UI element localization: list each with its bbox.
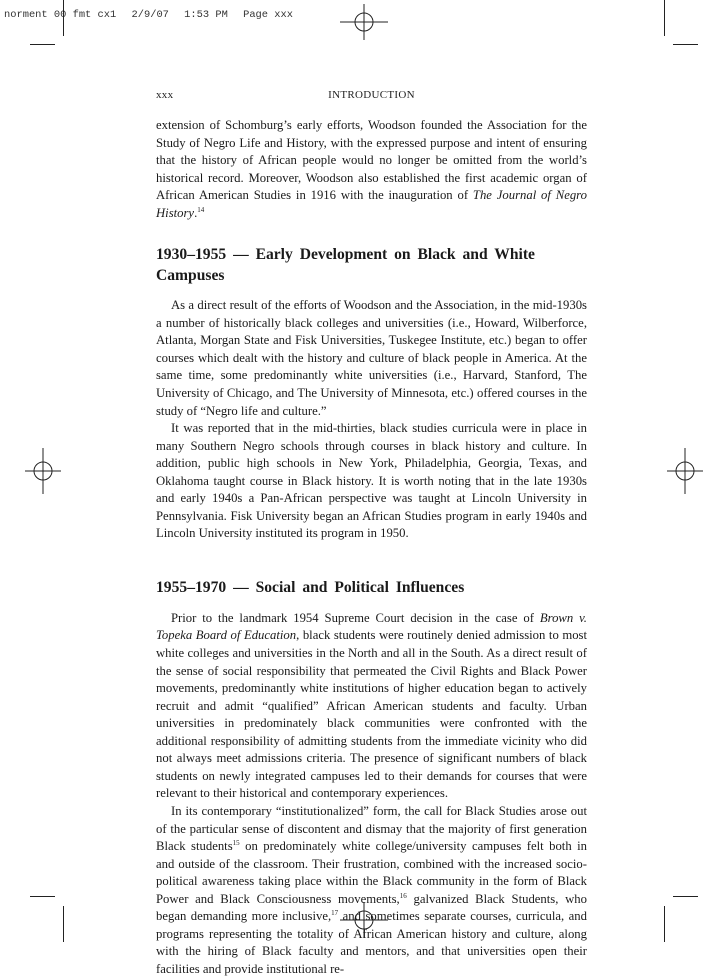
text-run: on predominately white college/university campuses felt both in and outside of the classroom. Their frustration, combined with the increased socio-political awareness taking place within the Black community in the form of Black Power and Black Consciousness movements, <box>156 839 587 906</box>
text-run: galvanized Black Students, who began demanding more inclusive, <box>156 891 587 924</box>
registration-mark-right <box>667 448 703 494</box>
slug-time: 1:53 PM <box>184 9 228 21</box>
text-run: , black students were routinely denied admission to most white colleges and universities in the North and all in the South. As a direct result of the sense of social responsibility that permeated the Civil Rights and Black Power movements, predominantly white institutions of higher education began to actively recruit and admit “qualified” African American students and faculty. Urban universities in predominately black communities were confronted with the additional responsibility of admitting students from the immediate vicinity who did not always meet admissions criteria. The presence of significant numbers of black students on newly integrated campuses led to their demands for courses that were relevant to their historical and contemporary experiences. <box>156 628 588 801</box>
running-head-title: INTRODUCTION <box>328 89 415 101</box>
text-run: In its contemporary “institutionalized” form, the call for Black Studies arose out of the particular sense of discontent and dismay that the majority of first generation Black students <box>156 803 587 854</box>
footnote-ref-16: 16 <box>399 891 407 900</box>
page-folio: xxx <box>156 89 174 101</box>
text-run: extension of Schomburg’s early efforts, Woodson founded the Association for the Study of Negro Life and History, with the expressed purpose and intent of ensuring that the history of African people would no longer be omitted from the world’s historical record. Moreover, Woodson also established the first academic organ of African American Studies in 1916 with the inauguration of <box>156 118 587 203</box>
footnote-ref-17: 17 <box>331 909 339 918</box>
body-text <box>156 117 587 978</box>
paragraph: As a direct result of the efforts of Woodson and the Association, in the mid-1930s a number of historically black colleges and universities (i.e., Howard, Wilberforce, Atlanta, Morgan State and Fisk Universities, Tuskegee Institute, etc.) began to offer courses which dealt with the history and culture of black people in America. At the same time, some predominantly white universities (i.e., Harvard, Stanford, The University of Chicago, and The University of Minnesota, etc.) offered courses in the study of “Negro life and culture.” <box>156 298 587 418</box>
paragraph: It was reported that in the mid-thirties, black studies curricula were in place in many Southern Negro schools through courses in black history and culture. In addition, public high schools in New York, Philadelphia, Georgia, Texas, and Oklahoma taught course in Black history. It is worth noting that in the late 1930s and early 1940s a Pan-African perspective was taught at Lincoln University in Pennsylvania. Fisk University began an African Studies program in early 1940s and Lincoln University instituted its program in 1950. <box>156 421 587 541</box>
text-run: . <box>194 205 198 220</box>
registration-mark-top <box>340 4 388 40</box>
paragraph-continued <box>156 117 587 222</box>
journal-title: The Journal of Negro History <box>156 188 587 220</box>
slug-page: Page xxx <box>243 9 293 21</box>
slug-filename: norment 00 fmt cx1 <box>4 9 117 21</box>
text-run: and sometimes separate courses, curricula, and programs representing the totality of African American history and culture, along with the hiring of Black faculty and mentors, and that universities open their facilities and provide institutional re- <box>156 909 587 976</box>
registration-mark-left <box>25 448 61 494</box>
case-title: Brown v. Topeka Board of Education <box>156 610 587 643</box>
paragraph <box>156 803 587 978</box>
footnote-ref-15: 15 <box>232 839 240 848</box>
text-run: Prior to the landmark 1954 Supreme Court decision in the case of <box>171 610 540 625</box>
section-heading-1955-1970: 1955–1970 — Social and Political Influences <box>156 578 465 596</box>
section-heading-1930-1955: 1930–1955 — Early Development on Black and White Campuses <box>156 246 535 285</box>
slug-date: 2/9/07 <box>131 9 169 21</box>
footnote-ref-14: 14 <box>197 205 205 214</box>
paragraph <box>156 610 587 803</box>
